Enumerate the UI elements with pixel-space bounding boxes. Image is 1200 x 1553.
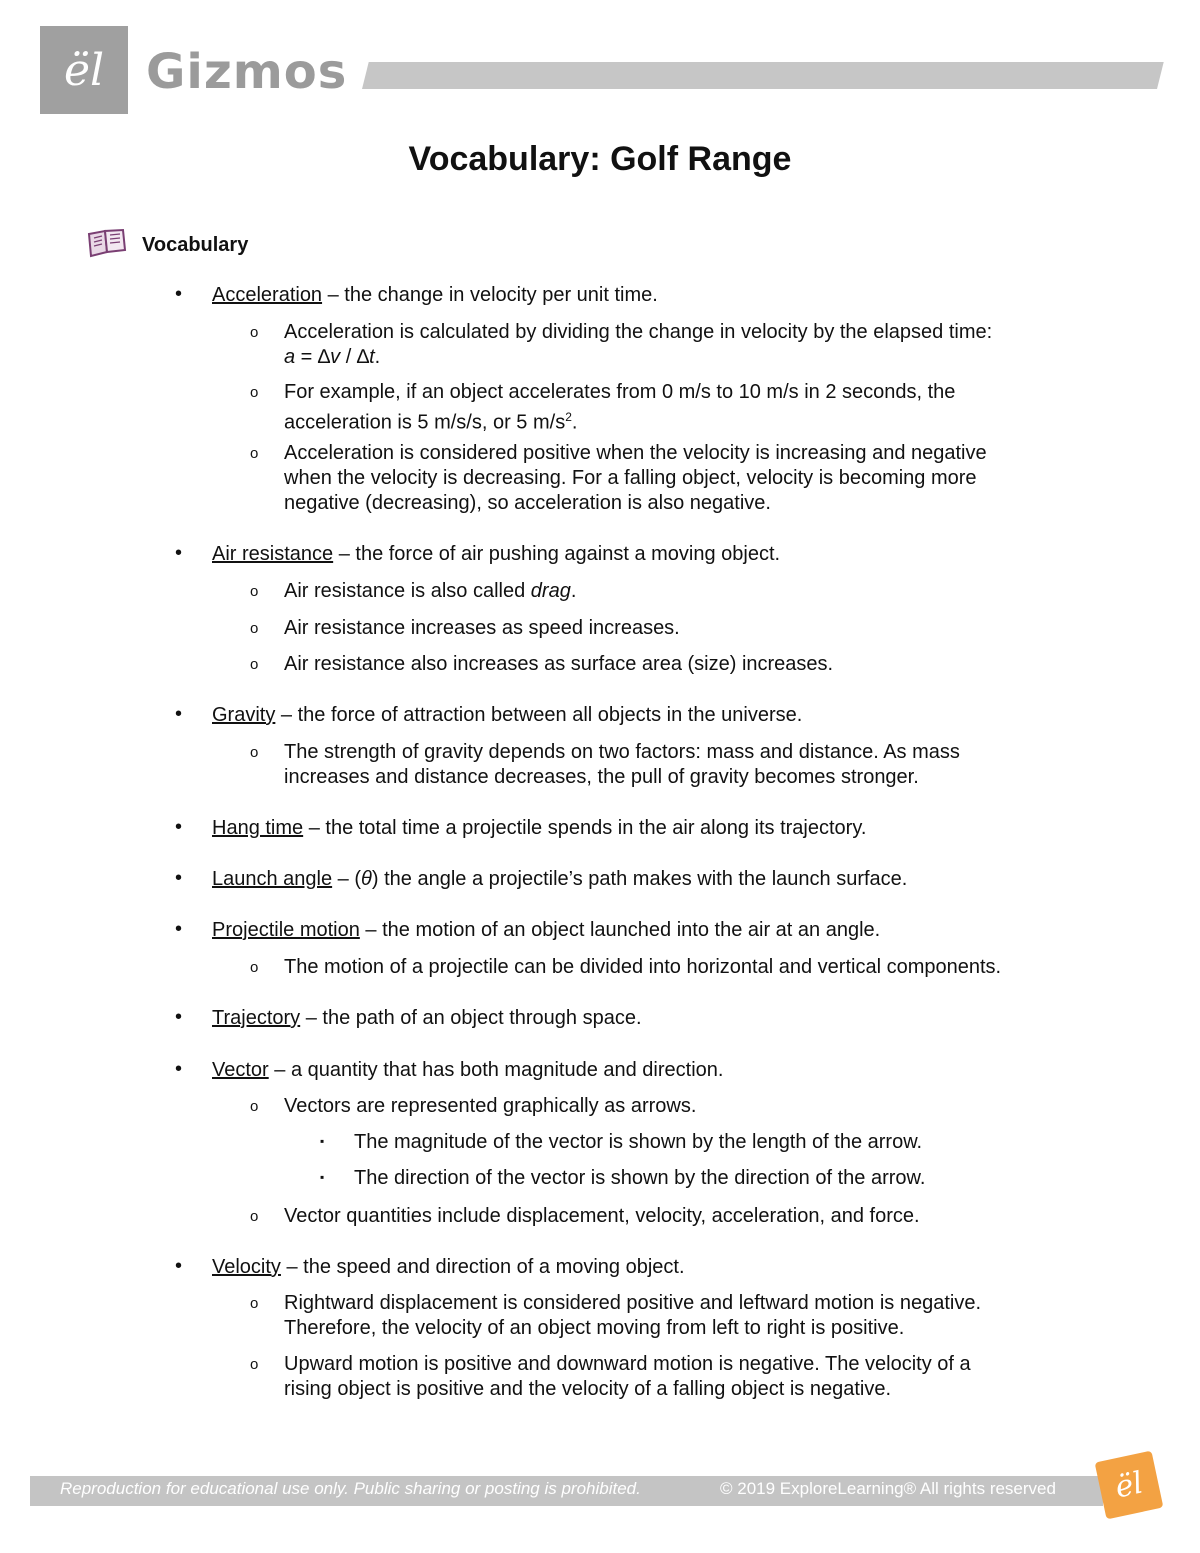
- term-velocity: Velocity: [212, 1256, 281, 1278]
- bullet: •: [175, 1058, 183, 1080]
- term-air-resistance: Air resistance: [212, 543, 334, 565]
- text-line: Upward motion is positive and downward motion is negative. The velocity of a: [284, 1353, 971, 1375]
- bullet: •: [175, 816, 183, 838]
- bullet: •: [175, 703, 183, 725]
- sub-bullet: o: [250, 324, 259, 341]
- sub-item: [284, 441, 1084, 516]
- list-item-acceleration: [212, 283, 658, 308]
- sub-sub-bullet: ▪: [320, 1170, 325, 1184]
- sub-bullet: o: [250, 384, 259, 401]
- sub-bullet: o: [250, 445, 259, 462]
- text-line: Therefore, the velocity of an object moving from left to right is positive.: [284, 1317, 905, 1339]
- text-line: Acceleration is considered positive when the velocity is increasing and negative: [284, 442, 987, 464]
- text-line: The strength of gravity depends on two factors: mass and distance. As mass: [284, 741, 960, 763]
- list-item-projectile-motion: [212, 918, 880, 943]
- term-acceleration: Acceleration: [212, 284, 323, 306]
- sub-item: The motion of a projectile can be divided into horizontal and vertical components.: [284, 956, 1002, 978]
- list-item-trajectory: [212, 1006, 642, 1031]
- sub-item: [284, 320, 1084, 370]
- bullet: •: [175, 283, 183, 305]
- term-hang-time: Hang time: [212, 817, 304, 839]
- bullet: •: [175, 1255, 183, 1277]
- text-line: Rightward displacement is considered positive and leftward motion is negative.: [284, 1292, 982, 1314]
- sub-bullet: o: [250, 959, 259, 976]
- page-title: Vocabulary: Golf Range: [408, 140, 792, 178]
- bullet: •: [175, 918, 183, 940]
- bullet: •: [175, 542, 183, 564]
- term-trajectory: Trajectory: [212, 1007, 301, 1029]
- list-item-velocity: [212, 1255, 685, 1280]
- sub-sub-bullet: ▪: [320, 1134, 325, 1148]
- sub-bullet: o: [250, 656, 259, 673]
- bullet: •: [175, 867, 183, 889]
- sub-bullet: o: [250, 1208, 259, 1225]
- section-label: Vocabulary: [142, 234, 249, 256]
- sub-item: [284, 1352, 1084, 1402]
- sub-bullet: o: [250, 744, 259, 761]
- text-line: when the velocity is decreasing. For a falling object, velocity is becoming more: [284, 467, 977, 489]
- text-line: acceleration is 5 m/s/s, or 5 $m/s^2$.: [284, 410, 578, 434]
- sub-item: [284, 740, 1084, 790]
- definition: – the path of an object through space.: [300, 1007, 642, 1029]
- header-bar: [362, 62, 1164, 89]
- section-heading: [86, 228, 248, 263]
- sub-item: Vector quantities include displacement, velocity, acceleration, and force.: [284, 1205, 920, 1227]
- definition: – the force of attraction between all objects in the universe.: [275, 704, 803, 726]
- sub-item: [284, 1291, 1084, 1341]
- list-item-air-resistance: [212, 542, 780, 567]
- definition: – the speed and direction of a moving object.: [280, 1256, 685, 1278]
- term-gravity: Gravity: [212, 704, 276, 726]
- sub-bullet: o: [250, 1356, 259, 1373]
- gizmos-logo-mark: [40, 26, 128, 114]
- text-line: For example, if an object accelerates from 0 m/s to 10 m/s in 2 seconds, the: [284, 381, 956, 403]
- footer-logo-mark: ël: [1111, 1465, 1147, 1505]
- sub-item: Air resistance also increases as surface area (size) increases.: [284, 653, 834, 675]
- definition: – the total time a projectile spends in the air along its trajectory.: [303, 817, 867, 839]
- list-item-launch-angle: Launch angle – (θ) the angle a projectile’s path makes with the launch surface.: [212, 868, 908, 890]
- definition: – the motion of an object launched into the air at an angle.: [359, 919, 881, 941]
- sub-sub-item: The magnitude of the vector is shown by the length of the arrow.: [354, 1131, 923, 1153]
- footer-notice: Reproduction for educational use only. Public sharing or posting is prohibited.: [60, 1479, 641, 1498]
- sub-bullet: o: [250, 1295, 259, 1312]
- gizmos-logo-text: Gizmos: [146, 44, 348, 100]
- sub-item: Air resistance increases as speed increases.: [284, 617, 680, 639]
- footer-copyright: © 2019 ExploreLearning® All rights reserved: [720, 1479, 1056, 1498]
- definition: – the force of air pushing against a moving object.: [333, 543, 781, 565]
- formula: a = ∆v / ∆t.: [284, 346, 381, 368]
- logo-mark-text: ël: [63, 44, 105, 96]
- sub-bullet: o: [250, 1098, 259, 1115]
- bullet: •: [175, 1006, 183, 1028]
- sub-bullet: o: [250, 583, 259, 600]
- sub-sub-item: The direction of the vector is shown by the direction of the arrow.: [354, 1167, 926, 1189]
- text-line: negative (decreasing), so acceleration is also negative.: [284, 492, 771, 514]
- text-line: increases and distance decreases, the pull of gravity becomes stronger.: [284, 766, 919, 788]
- term-projectile-motion: Projectile motion: [212, 919, 360, 941]
- list-item-hang-time: [212, 816, 866, 841]
- book-icon: [86, 228, 128, 263]
- term-launch-angle: Launch angle: [212, 868, 333, 890]
- explorelearning-logo: [1095, 1451, 1164, 1520]
- list-item-gravity: [212, 703, 802, 728]
- sub-item: Air resistance is also called drag.: [284, 580, 577, 602]
- text-line: Acceleration is calculated by dividing the change in velocity by the elapsed time:: [284, 321, 993, 343]
- sub-item: [284, 380, 1084, 436]
- definition: – the change in velocity per unit time.: [322, 284, 658, 306]
- sub-bullet: o: [250, 620, 259, 637]
- sub-item: Vectors are represented graphically as arrows.: [284, 1095, 697, 1117]
- text-line: rising object is positive and the velocity of a falling object is negative.: [284, 1378, 892, 1400]
- definition: – a quantity that has both magnitude and direction.: [268, 1059, 724, 1081]
- list-item-vector: [212, 1058, 723, 1083]
- term-vector: Vector: [212, 1059, 269, 1081]
